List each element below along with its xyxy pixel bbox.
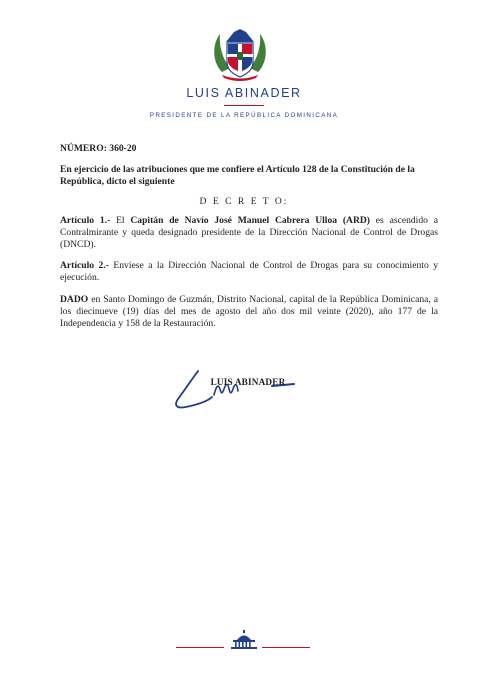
article-1-label: Artículo 1.- — [60, 215, 111, 226]
article-2 — [60, 260, 438, 284]
article-1-text: es ascendido a Contralmirante y queda designado presidente de la Dirección Nacional de Control de Drogas (DNCD). — [60, 215, 438, 251]
coat-of-arms-icon — [210, 26, 270, 82]
article-1-pre: El — [110, 215, 131, 226]
footer-divider-right — [262, 647, 310, 648]
decree-intro: En ejercicio de las atribuciones que me confiere el Artículo 128 de la Constitución de la República, dicto el siguiente — [60, 164, 415, 188]
decree-title: D E C R E T O: — [199, 196, 289, 207]
national-palace-icon — [229, 630, 259, 650]
header-divider — [224, 105, 264, 106]
article-2-text: Envíese a la Dirección Nacional de Control de Drogas para su conocimiento y ejecución. — [60, 260, 438, 284]
footer-divider-left — [176, 647, 224, 648]
article-1-name: Capitán de Navío José Manuel Cabrera Ulloa (ARD) — [130, 215, 371, 226]
dado-label: DADO — [60, 294, 89, 305]
dado-paragraph — [60, 294, 438, 331]
dado-text: en Santo Domingo de Guzmán, Distrito Nacional, capital de la República Dominicana, a los diecinueve (19) días del mes de agosto del año dos mil veinte (2020), año 177 de la Independencia y 158 de la Restauración. — [60, 294, 438, 330]
decree-number: NÚMERO: 360-20 — [60, 143, 137, 154]
header-name: LUIS ABINADER — [186, 86, 302, 100]
article-2-label: Artículo 2.- — [60, 260, 109, 271]
signer-name: LUIS ABINADER — [210, 377, 286, 387]
handwritten-signature — [168, 365, 308, 413]
header-subtitle: PRESIDENTE DE LA REPÚBLICA DOMINICANA — [149, 112, 339, 119]
article-1 — [60, 215, 438, 252]
